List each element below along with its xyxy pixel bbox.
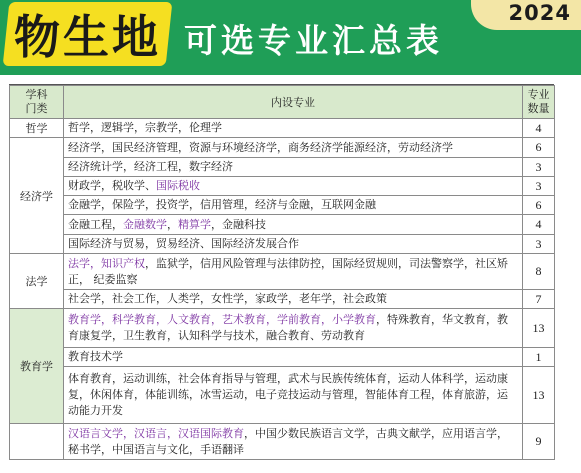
majors-cell [64,196,523,215]
year-label: 2024 [508,1,571,25]
major-text: 国际经济与贸易，贸易经济、国际经济发展合作 [68,237,299,250]
majors-cell [64,309,523,348]
count-cell: 3 [523,177,555,196]
table-row [10,424,555,460]
title-text: 可选专业汇总表 [184,21,443,60]
table-row [10,215,555,235]
majors-cell [64,119,523,138]
count-cell: 8 [523,254,555,290]
majors-table-container [9,84,554,460]
highlighted-major-text: 法学，知识产权 [68,256,145,270]
major-text: 金融学，保险学，投资学，信用管理，经济与金融，互联网金融 [68,198,376,211]
table-row [10,309,555,348]
table-row [10,254,555,290]
table-row [10,177,555,196]
majors-cell [64,177,523,196]
major-text: 社会学，社会工作，人类学，女性学，家政学，老年学，社会政策 [68,292,387,305]
count-cell: 13 [523,309,555,348]
category-cell: 教育学 [10,309,64,424]
highlighted-major-text: 教育学，科学教育，人文教育，艺术教育，学前教育，小学教育 [68,313,376,326]
year-badge [471,0,581,30]
major-text: ，监狱学，信用风险管理与法律防控，国际经贸规则，司法警察学，社区矫正， 纪委监察 [68,256,508,286]
table-header-row [10,86,555,119]
table-row [10,119,555,138]
count-cell: 4 [523,215,555,235]
majors-cell [64,235,523,254]
table-body [10,119,555,460]
count-cell: 13 [523,367,555,424]
majors-cell [64,158,523,177]
column-header-majors: 内设专业 [64,86,523,119]
majors-cell [64,348,523,367]
majors-cell [64,367,523,424]
table-row [10,348,555,367]
highlighted-major-text: 精算学 [178,217,211,231]
table-row [10,138,555,158]
major-text: ，中国少数民族语言文学，古典文献学，应用语言学，秘书学，中国语言与文化，手语翻译 [68,426,508,456]
major-text: ， [167,217,178,231]
count-cell: 3 [523,158,555,177]
title-banner [0,0,581,75]
majors-cell [64,424,523,460]
category-cell [10,424,64,460]
table-row [10,290,555,309]
category-cell: 法学 [10,254,64,309]
majors-table [9,85,555,460]
table-row [10,196,555,215]
major-text: 体育教育，运动训练，社会体育指导与管理，武术与民族传统体育，运动人体科学，运动康复，休闲体育，体能训练，冰雪运动，电子竞技运动与管理，智能体育工程，体育旅游，运动能力开发 [68,372,508,417]
major-text: 教育技术学 [68,350,123,363]
major-text: 财政学，税收学、 [68,179,156,192]
majors-cell [64,215,523,235]
count-cell: 7 [523,290,555,309]
category-cell: 经济学 [10,138,64,254]
table-row [10,235,555,254]
major-text: 哲学，逻辑学，宗教学，伦理学 [68,121,222,134]
major-text: ，特殊教育，华文教育，教育康复学，卫生教育，认知科学与技术，融合教育、劳动教育 [68,313,508,342]
highlighted-major-text: 金融数学 [123,217,167,231]
column-header-count: 专业数量 [523,86,555,119]
major-text: 金融工程， [68,217,123,231]
highlighted-major-text: 汉语言文学，汉语言，汉语国际教育 [68,426,244,440]
category-cell: 哲学 [10,119,64,138]
major-text: 经济统计学，经济工程，数字经济 [68,160,233,173]
count-cell: 3 [523,235,555,254]
highlighted-major-text: 国际税收 [156,179,200,192]
column-header-category: 学科门类 [10,86,64,119]
title-strong-text: 物生地 [14,10,161,64]
count-cell: 9 [523,424,555,460]
count-cell: 1 [523,348,555,367]
count-cell: 4 [523,119,555,138]
title-badge [3,2,173,66]
count-cell: 6 [523,138,555,158]
majors-cell [64,290,523,309]
major-text: 经济学，国民经济管理，资源与环境经济学，商务经济学能源经济，劳动经济学 [68,140,453,154]
count-cell: 6 [523,196,555,215]
majors-cell [64,138,523,158]
major-text: ，金融科技 [211,217,266,231]
majors-cell [64,254,523,290]
table-row [10,367,555,424]
table-row [10,158,555,177]
